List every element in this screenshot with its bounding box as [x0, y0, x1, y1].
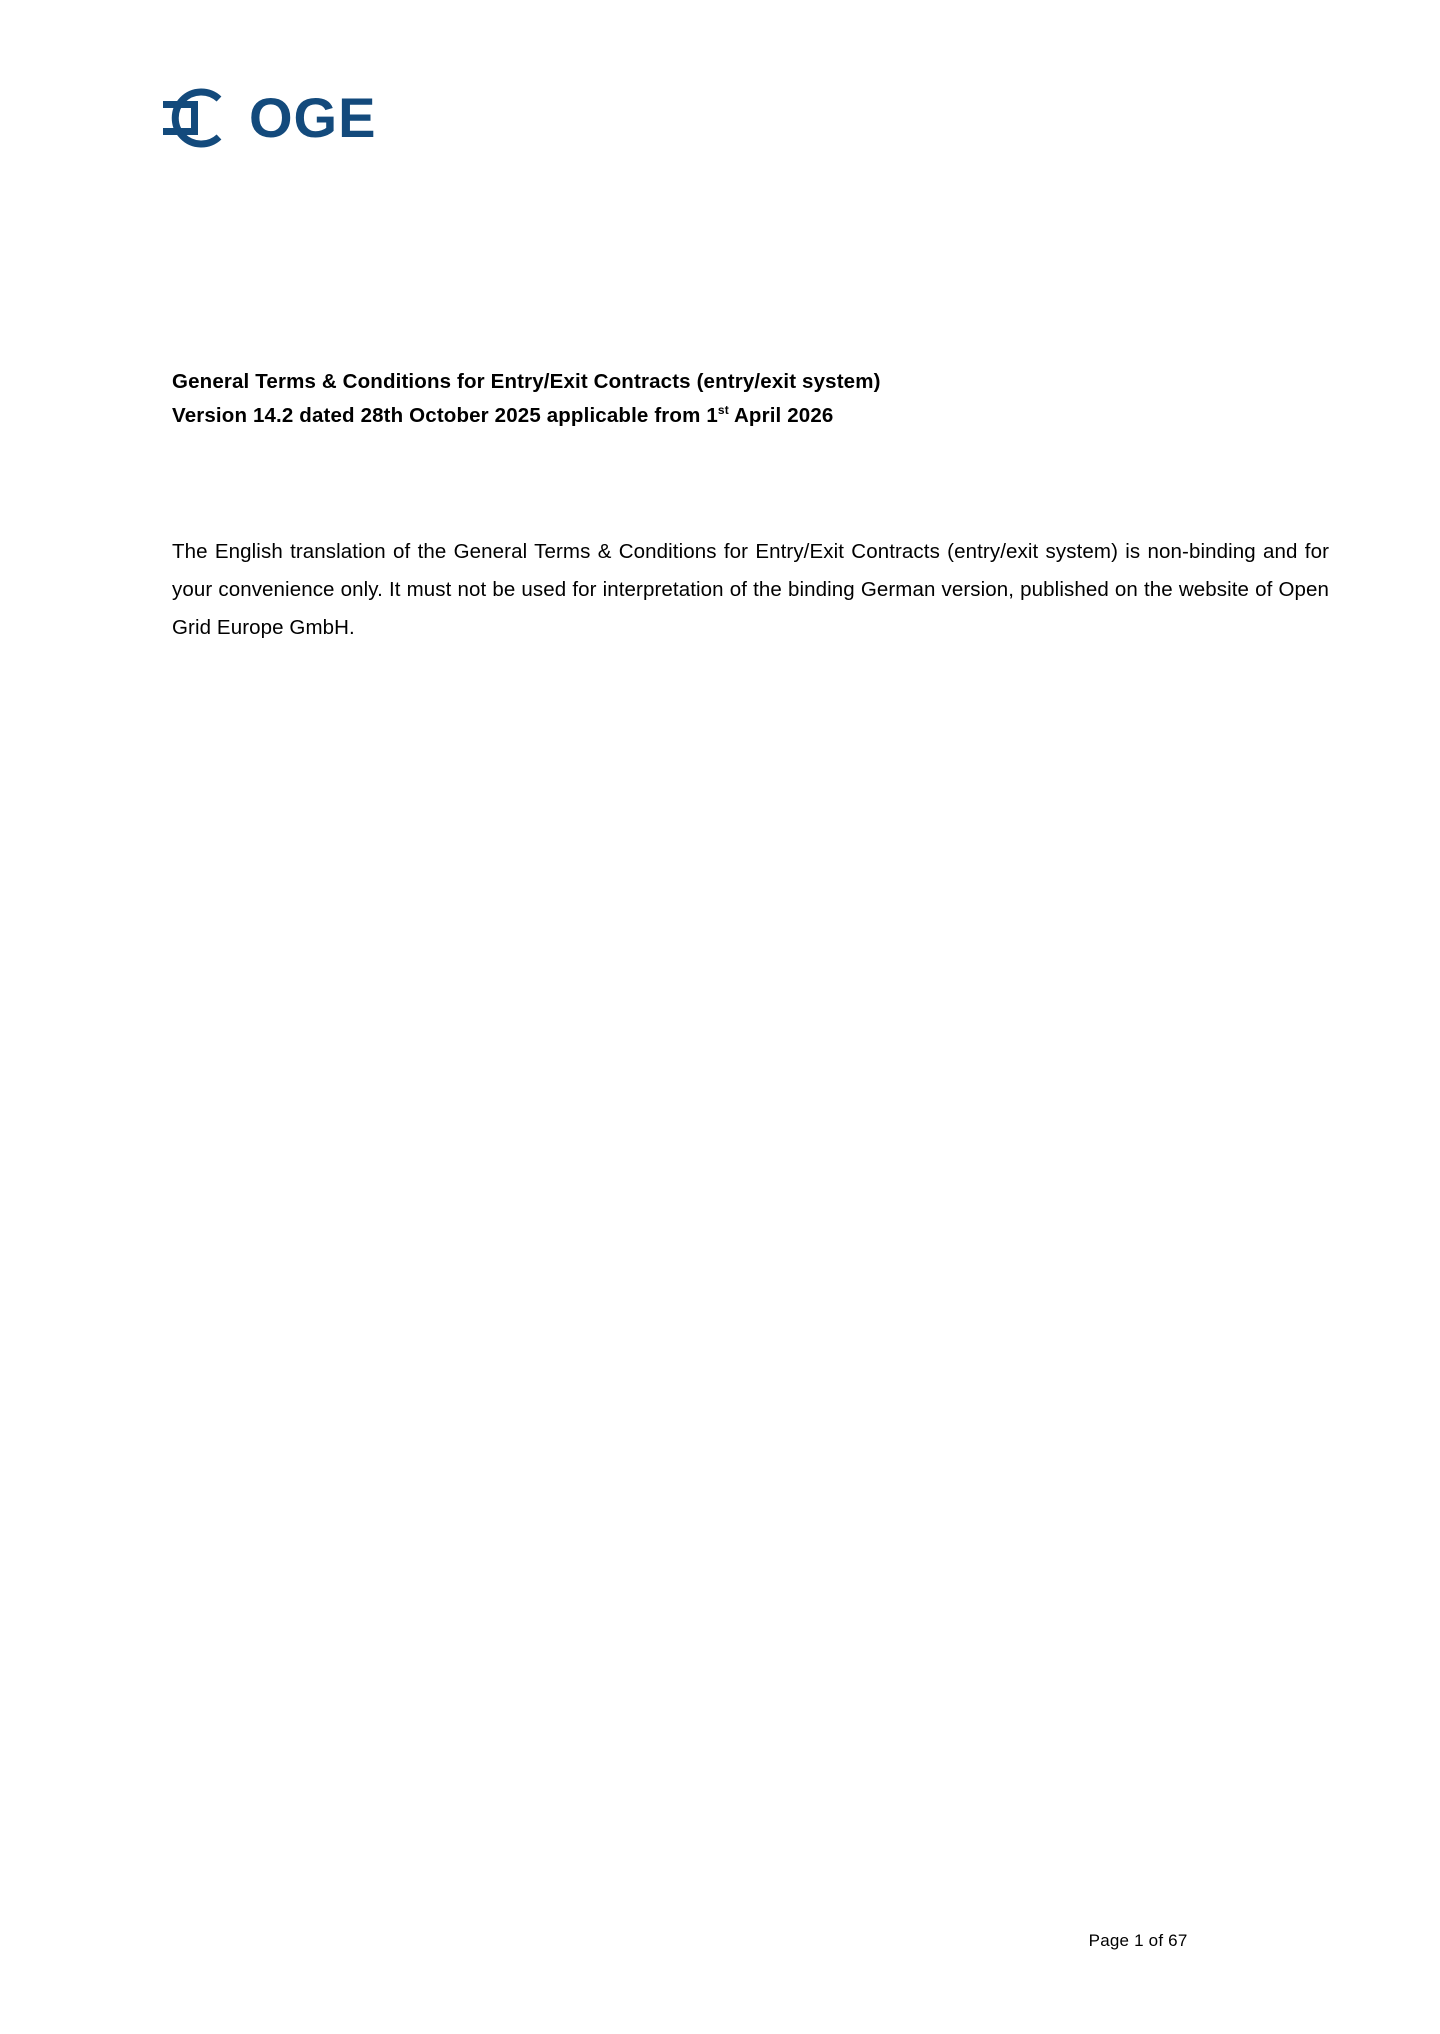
body-text: [172, 512, 1329, 667]
title-line-2: [172, 399, 1282, 433]
title-version-suffix: April 2026: [728, 404, 834, 427]
title-ordinal-suffix: st: [717, 403, 729, 418]
oge-logo-mark-icon: [155, 81, 237, 155]
page-number: Page 1 of 67: [1088, 1931, 1188, 1950]
page-title: [172, 365, 1282, 433]
disclaimer-paragraph: The English translation of the General Terms & Conditions for Entry/Exit Contracts (entry/exit system) is non-binding and for your convenience only. It must not be used for interpretation of the binding German version, published on the website of Open Grid Europe GmbH.: [172, 539, 1329, 639]
title-line-1: General Terms & Conditions for Entry/Exit Contracts (entry/exit system): [172, 370, 881, 393]
oge-wordmark: OGE: [249, 86, 377, 149]
page-footer: [0, 1931, 1440, 1951]
brand-logo: [155, 78, 376, 158]
title-version-prefix: Version 14.2 dated 28th October 2025 applicable from 1: [172, 404, 718, 427]
